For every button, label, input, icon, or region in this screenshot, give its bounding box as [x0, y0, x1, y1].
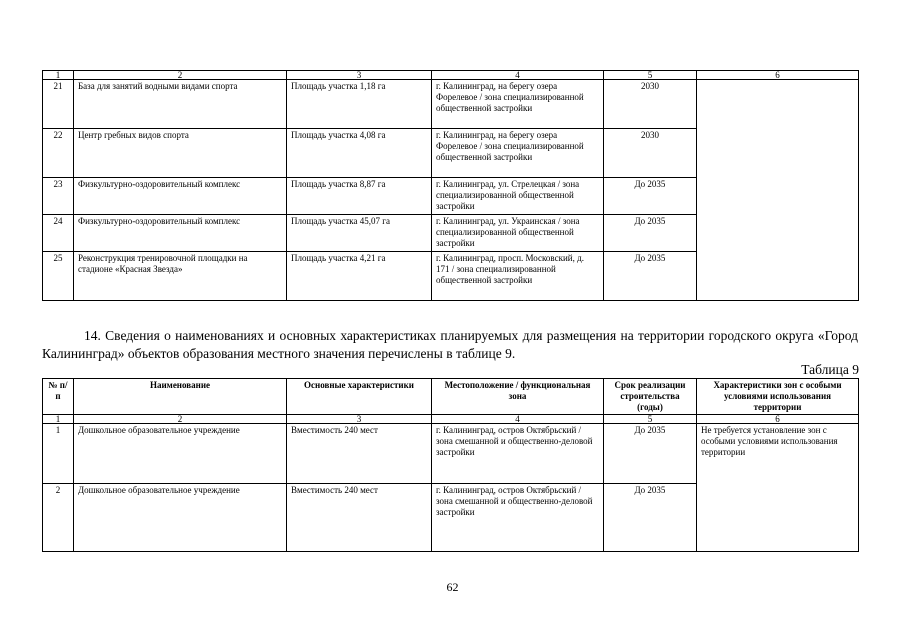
row-number: 22 — [43, 129, 74, 178]
col-num: 6 — [697, 71, 859, 80]
header-number: № п/п — [43, 379, 74, 415]
header-name: Наименование — [74, 379, 287, 415]
col-num: 5 — [604, 415, 697, 424]
row-number: 2 — [43, 484, 74, 552]
page-number: 62 — [446, 580, 459, 594]
column-numbers-row — [43, 71, 859, 80]
row-location: г. Калининград, просп. Московский, д. 171 / зона специализированной общественной застройки — [432, 252, 604, 301]
header-term: Срок реализации строительства (годы) — [604, 379, 697, 415]
paragraph-text: 14. Сведения о наименованиях и основных характеристиках планируемых для размещения на территории городского округа «Город Калининград» объектов образования местного значения перечислены в таблице 9. — [42, 328, 858, 361]
row-name: База для занятий водными видами спорта — [74, 80, 287, 129]
row-location: г. Калининград, остров Октябрьский / зона смешанной и общественно-деловой застройки — [432, 424, 604, 484]
row-name: Дошкольное образовательное учреждение — [74, 424, 287, 484]
table-row — [43, 80, 859, 129]
row-term: До 2035 — [604, 424, 697, 484]
table-label: Таблица 9 — [801, 362, 859, 377]
row-number: 21 — [43, 80, 74, 129]
row-characteristic: Площадь участка 1,18 га — [287, 80, 432, 129]
table-row — [43, 424, 859, 484]
col-num: 6 — [697, 415, 859, 424]
row-term: До 2035 — [604, 252, 697, 301]
row-number: 24 — [43, 215, 74, 252]
row-location: г. Калининград, ул. Украинская / зона специализированной общественной застройки — [432, 215, 604, 252]
row-term: 2030 — [604, 80, 697, 129]
row-location: г. Калининград, на берегу озера Форелевое / зона специализированной общественной застройки — [432, 80, 604, 129]
zone-note: Не требуется установление зон с особыми условиями использования территории — [697, 424, 859, 552]
row-name: Дошкольное образовательное учреждение — [74, 484, 287, 552]
table-sport-objects — [42, 70, 859, 301]
header-row — [43, 379, 859, 415]
paragraph-14 — [42, 327, 858, 363]
row-name: Центр гребных видов спорта — [74, 129, 287, 178]
row-location: г. Калининград, остров Октябрьский / зона смешанной и общественно-деловой застройки — [432, 484, 604, 552]
col-num: 4 — [432, 71, 604, 80]
row-location: г. Калининград, на берегу озера Форелевое / зона специализированной общественной застройки — [432, 129, 604, 178]
row-number: 23 — [43, 178, 74, 215]
col-num: 2 — [74, 71, 287, 80]
row-characteristic: Площадь участка 4,21 га — [287, 252, 432, 301]
row-characteristic: Площадь участка 45,07 га — [287, 215, 432, 252]
zone-cell-empty — [697, 80, 859, 301]
col-num: 2 — [74, 415, 287, 424]
row-name: Реконструкция тренировочной площадки на стадионе «Красная Звезда» — [74, 252, 287, 301]
column-numbers-row — [43, 415, 859, 424]
col-num: 3 — [287, 415, 432, 424]
row-term: До 2035 — [604, 178, 697, 215]
header-characteristics: Основные характеристики — [287, 379, 432, 415]
header-zones: Характеристики зон с особыми условиями использования территории — [697, 379, 859, 415]
row-characteristic: Площадь участка 8,87 га — [287, 178, 432, 215]
row-name: Физкультурно-оздоровительный комплекс — [74, 178, 287, 215]
col-num: 1 — [43, 415, 74, 424]
col-num: 5 — [604, 71, 697, 80]
header-location: Местоположение / функциональная зона — [432, 379, 604, 415]
row-term: До 2035 — [604, 484, 697, 552]
row-location: г. Калининград, ул. Стрелецкая / зона специализированной общественной застройки — [432, 178, 604, 215]
row-number: 25 — [43, 252, 74, 301]
col-num: 1 — [43, 71, 74, 80]
table-9-education-objects — [42, 378, 859, 552]
row-characteristic: Вместимость 240 мест — [287, 484, 432, 552]
row-characteristic: Площадь участка 4,08 га — [287, 129, 432, 178]
col-num: 4 — [432, 415, 604, 424]
row-characteristic: Вместимость 240 мест — [287, 424, 432, 484]
row-name: Физкультурно-оздоровительный комплекс — [74, 215, 287, 252]
row-term: 2030 — [604, 129, 697, 178]
row-number: 1 — [43, 424, 74, 484]
row-term: До 2035 — [604, 215, 697, 252]
col-num: 3 — [287, 71, 432, 80]
